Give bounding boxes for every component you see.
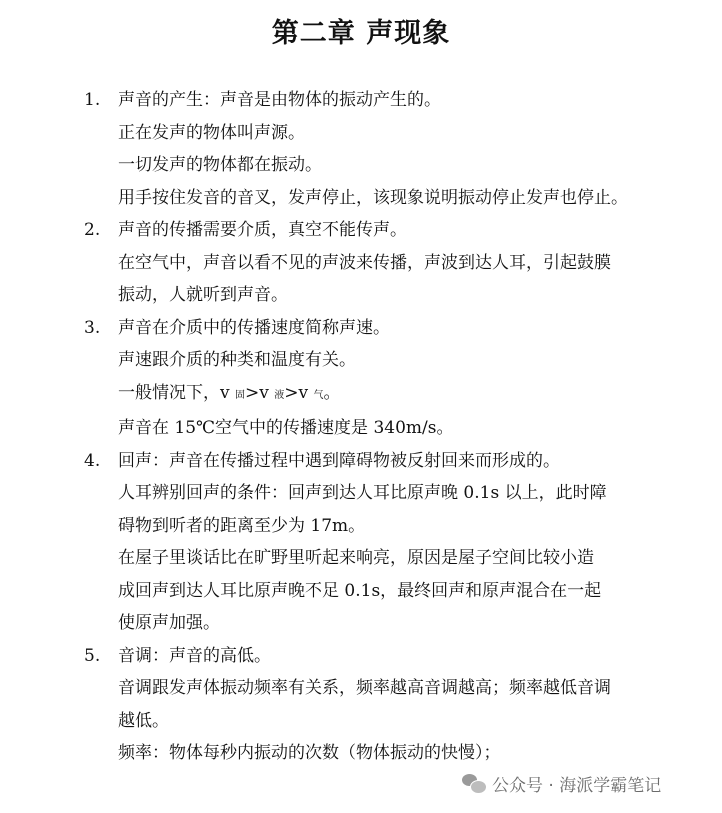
- item-line: 正在发声的物体叫声源。: [118, 122, 305, 143]
- item-line: 音调跟发声体振动频率有关系，频率越高音调越高；频率越低音调: [118, 678, 611, 698]
- list-item: [0, 214, 722, 312]
- greater-than-sign: >: [284, 382, 299, 403]
- list-item: [0, 84, 722, 214]
- item-line: 声音在介质中的传播速度简称声速。: [118, 317, 390, 338]
- subscript-solid: 固: [235, 389, 246, 401]
- item-line: 声音的传播需要介质，真空不能传声。: [118, 220, 407, 240]
- item-number: 3.: [84, 317, 101, 338]
- speed-prefix: 一般情况下，: [118, 382, 220, 403]
- item-line: 碍物到听者的距离至少为 17m。: [118, 515, 366, 536]
- list-item: [0, 445, 722, 640]
- list-item: [0, 312, 722, 445]
- watermark-text: 公众号 · 海派学霸笔记: [492, 775, 662, 796]
- item-line: 在空气中，声音以看不见的声波来传播，声波到达人耳，引起鼓膜: [118, 252, 611, 273]
- item-number: 2.: [84, 220, 101, 240]
- item-line: 越低。: [118, 710, 169, 731]
- item-line: 声音在 15℃空气中的传播速度是 340m/s。: [118, 418, 454, 438]
- list-item: [0, 640, 722, 770]
- item-line: 频率：物体每秒内振动的次数（物体振动的快慢）；: [118, 743, 501, 763]
- item-line: 声速跟介质的种类和温度有关。: [118, 350, 356, 370]
- content-list: [0, 84, 722, 770]
- item-number: 1.: [84, 90, 101, 110]
- item-line: 在屋子里谈话比在旷野里听起来响亮，原因是屋子空间比较小造: [118, 548, 594, 568]
- item-number: 5.: [84, 645, 101, 666]
- item-line: 用手按住发音的音叉，发声停止，该现象说明振动停止发声也停止。: [118, 187, 628, 208]
- item-line: 声音的产生：声音是由物体的振动产生的。: [118, 90, 441, 110]
- item-line: 振动，人就听到声音。: [118, 285, 288, 305]
- chapter-title: 第二章 声现象: [271, 18, 451, 49]
- item-line: 使原声加强。: [118, 613, 220, 633]
- subscript-liquid: 液: [274, 389, 285, 401]
- subscript-gas: 气: [313, 389, 324, 401]
- wechat-icon: [462, 773, 486, 793]
- item-line: 音调：声音的高低。: [118, 645, 271, 666]
- speed-v-solid: v: [220, 382, 230, 403]
- speed-v-gas: v: [298, 382, 309, 403]
- greater-than-sign: >: [245, 382, 260, 403]
- item-line: 一切发声的物体都在振动。: [118, 155, 322, 175]
- item-number: 4.: [84, 450, 101, 471]
- item-line: 人耳辨别回声的条件：回声到达人耳比原声晚 0.1s 以上，此时障: [118, 483, 607, 503]
- speed-order-line: [118, 377, 698, 413]
- speed-v-liquid: v: [259, 382, 269, 403]
- item-line: 成回声到达人耳比原声晚不足 0.1s，最终回声和原声混合在一起: [118, 580, 602, 601]
- sentence-end: 。: [323, 382, 341, 403]
- watermark: [462, 766, 661, 800]
- item-line: 回声：声音在传播过程中遇到障碍物被反射回来而形成的。: [118, 450, 560, 471]
